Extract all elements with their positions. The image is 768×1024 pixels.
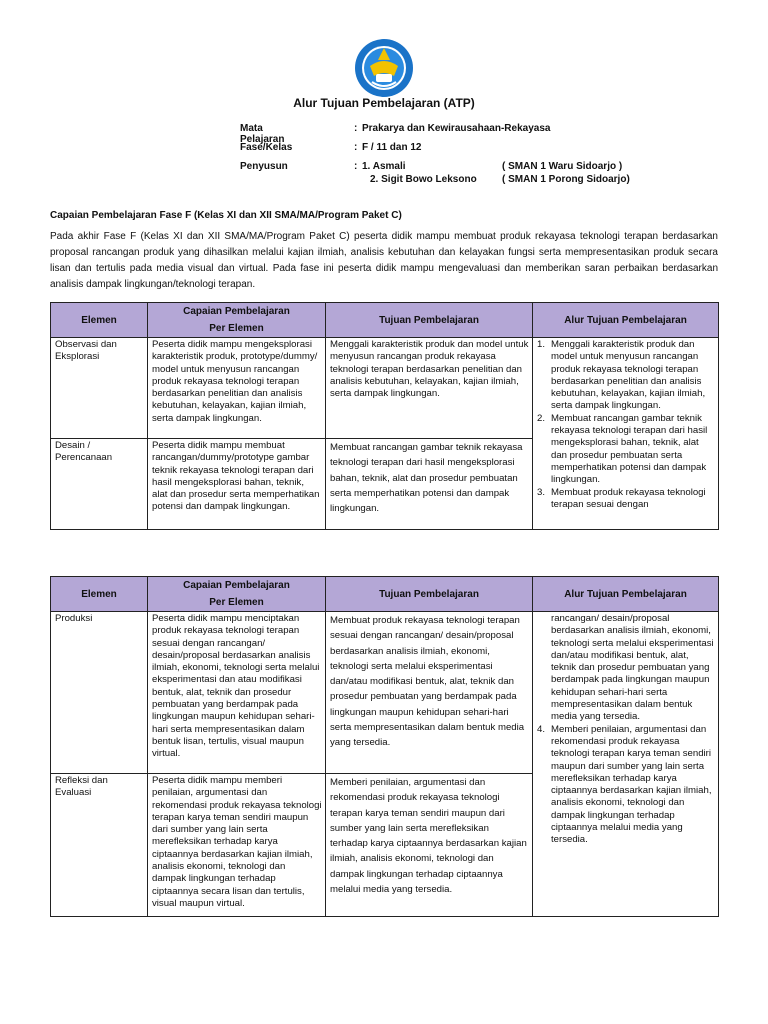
header-capaian-line2: Per Elemen: [209, 597, 264, 608]
header-tujuan: Tujuan Pembelajaran: [326, 303, 533, 338]
header-tujuan: Tujuan Pembelajaran: [326, 577, 533, 612]
alur-number: 2.: [537, 412, 546, 424]
cell-tujuan: Membuat rancangan gambar teknik rekayasa teknologi terapan dari hasil mengeksplorasi bahan, teknik, alat dan prosedur pembuatan serta memperhatikan potensi dan dampak lingkungan.: [326, 439, 533, 530]
header-alur: Alur Tujuan Pembelajaran: [533, 303, 719, 338]
alur-item-continued: [537, 613, 715, 724]
author-school: ( SMAN 1 Porong Sidoarjo): [502, 174, 630, 185]
alur-item: [537, 487, 715, 512]
header-capaian-line1: Capaian Pembelajaran: [183, 306, 290, 317]
cell-tujuan: Memberi penilaian, argumentasi dan rekomendasi produk rekayasa teknologi terapan karya teman sendiri maupun dari sumber yang lain serta merefleksikan terhadap karya ciptaannya berdasarkan kajian ilmiah, analisis ekonomi, teknologi dan dampak lingkungan terhadap ciptaannya melalui media yang tersedia.: [326, 774, 533, 917]
author-school: ( SMAN 1 Waru Sidoarjo ): [502, 161, 623, 172]
cell-capaian: Peserta didik mampu memberi penilaian, argumentasi dan rekomendasi produk rekayasa teknologi terapan karya teman sendiri maupun dari sumber yang lain serta merefleksikan terhadap karya ciptaannya berdasarkan kajian ilmiah, analisis ekonomi, teknologi dan dampak lingkungan terhadap ciptaannya secara lisan dan tertulis, visual maupun virtual.: [148, 774, 326, 917]
cell-elemen: Produksi: [51, 612, 148, 774]
header-capaian-line2: Per Elemen: [209, 323, 264, 334]
meta-label: Penyusun: [240, 161, 288, 172]
cell-capaian: Peserta didik mampu membuat rancangan/dummy/prototype gambar teknik rekayasa teknologi terapan dari hasil mengeksplorasi bahan, teknik, alat dan prosedur serta memperhatikan potensi dan dampak lingkungan.: [148, 439, 326, 530]
header-capaian: [148, 303, 326, 338]
cell-elemen: Desain / Perencanaan: [51, 439, 148, 530]
table-header-row: [51, 303, 719, 338]
cell-alur: [533, 612, 719, 917]
meta-value: F / 11 dan 12: [362, 142, 422, 153]
table-row: [51, 338, 719, 439]
alur-text: Membuat rancangan gambar teknik rekayasa teknologi terapan dari hasil mengeksplorasi bahan, teknik, alat dan prosedur pembuatan serta memperhatikan potensi dan dampak lingkungan.: [551, 412, 708, 486]
header-elemen: Elemen: [51, 577, 148, 612]
capaian-title: Capaian Pembelajaran Fase F (Kelas XI dan XII SMA/MA/Program Paket C): [50, 210, 402, 221]
meta-separator: :: [354, 123, 358, 134]
meta-separator: :: [354, 142, 358, 153]
cell-capaian: Peserta didik mampu menciptakan produk rekayasa teknologi terapan sesuai dengan rancangan/ desain/proposal berdasarkan analisis ilmiah, ekonomi, teknologi serta melalui eksperimentasi dan atau modifikasi bentuk, alat, teknik dan prosedur pembuatan yang berdampak pada lingkungan maupun kehidupan sehari-hari serta mempresentasikan dalam bentuk lisan, tertulis, visual maupun virtual.: [148, 612, 326, 774]
header-capaian-line1: Capaian Pembelajaran: [183, 580, 290, 591]
header-elemen: Elemen: [51, 303, 148, 338]
alur-text: Memberi penilaian, argumentasi dan rekomendasi produk rekayasa teknologi terapan karya teman sendiri maupun dari sumber yang lain serta merefleksikan terhadap karya ciptaannya berdasarkan kajian ilmiah, analisis ekonomi, teknologi dan dampak lingkungan terhadap ciptaannya melalui media yang tersedia.: [551, 723, 712, 846]
capaian-text: Pada akhir Fase F (Kelas XI dan XII SMA/MA/Program Paket C) peserta didik mampu membuat produk rekayasa teknologi terapan berdasarkan proposal rancangan produk yang dihasilkan melalui kajian ilmiah, analisis kebutuhan dan kelayakan fungsi serta mempresentasikan produk secara lisan dan tertulis pada media visual dan virtual. Pada fase ini peserta didik mampu mengevaluasi dan memberikan saran perbaikan berdasarkan analisis dampak lingkungan/teknologi terapan.: [50, 231, 718, 290]
author-name: 1. Asmali: [362, 161, 406, 172]
meta-label: Fase/Kelas: [240, 142, 293, 153]
cell-tujuan: Membuat produk rekayasa teknologi terapan sesuai dengan rancangan/ desain/proposal berdasarkan analisis ilmiah, ekonomi, teknologi serta melalui eksperimentasi dan/atau modifikasi bentuk, alat, teknik dan prosedur pembuatan yang berdampak pada lingkungan maupun kehidupan sehari-hari serta mempresentasikan dalam bentuk media yang tersedia.: [326, 612, 533, 774]
alur-text: rancangan/ desain/proposal berdasarkan analisis ilmiah, ekonomi, teknologi serta melalui eksperimentasi dan/atau modifikasi bentuk, alat, teknik dan prosedur pembuatan yang berdampak pada lingkungan maupun kehidupan sehari-hari serta mempresentasikan dalam bentuk media yang tersedia.: [551, 613, 714, 723]
author-name: 2. Sigit Bowo Leksono: [370, 174, 477, 185]
alur-text: Menggali karakteristik produk dan model untuk menyusun rancangan produk rekayasa teknologi terapan berdasarkan penelitian dan analisis kebutuhan, kelayakan, kajian ilmiah, serta dampak lingkungan.: [551, 339, 706, 412]
meta-value: Prakarya dan Kewirausahaan-Rekayasa: [362, 123, 551, 134]
alur-number: 4.: [537, 723, 546, 735]
table-row: [51, 612, 719, 774]
cell-elemen: Observasi dan Eksplorasi: [51, 338, 148, 439]
alur-text: Membuat produk rekayasa teknologi terapan sesuai dengan: [551, 486, 706, 510]
cell-tujuan: Menggali karakteristik produk dan model untuk menyusun rancangan produk rekayasa teknologi terapan berdasarkan penelitian dan analisis kebutuhan, kelayakan, kajian ilmiah, serta dampak lingkungan.: [326, 338, 533, 439]
alur-item: [537, 724, 715, 847]
atp-table-2: [50, 576, 719, 917]
alur-item: [537, 339, 715, 413]
table-header-row: [51, 577, 719, 612]
alur-number: 1.: [537, 339, 546, 350]
document-title: Alur Tujuan Pembelajaran (ATP): [293, 96, 475, 110]
alur-number: 3.: [537, 486, 546, 498]
header-capaian: [148, 577, 326, 612]
tut-wuri-handayani-logo-icon: [354, 38, 414, 98]
atp-table-1: [50, 302, 719, 530]
meta-label: Mata Pelajaran: [240, 123, 285, 145]
meta-separator: :: [354, 161, 358, 172]
alur-item: [537, 413, 715, 487]
cell-capaian: Peserta didik mampu mengeksplorasi karakteristik produk, prototype/dummy/ model untuk menyusun rancangan produk rekayasa teknologi terapan berdasarkan penelitian dan analisis kebutuhan, kelayakan, kajian ilmiah, serta dampak lingkungan.: [148, 338, 326, 439]
cell-alur: [533, 338, 719, 530]
header-alur: Alur Tujuan Pembelajaran: [533, 577, 719, 612]
cell-elemen: Refleksi dan Evaluasi: [51, 774, 148, 917]
